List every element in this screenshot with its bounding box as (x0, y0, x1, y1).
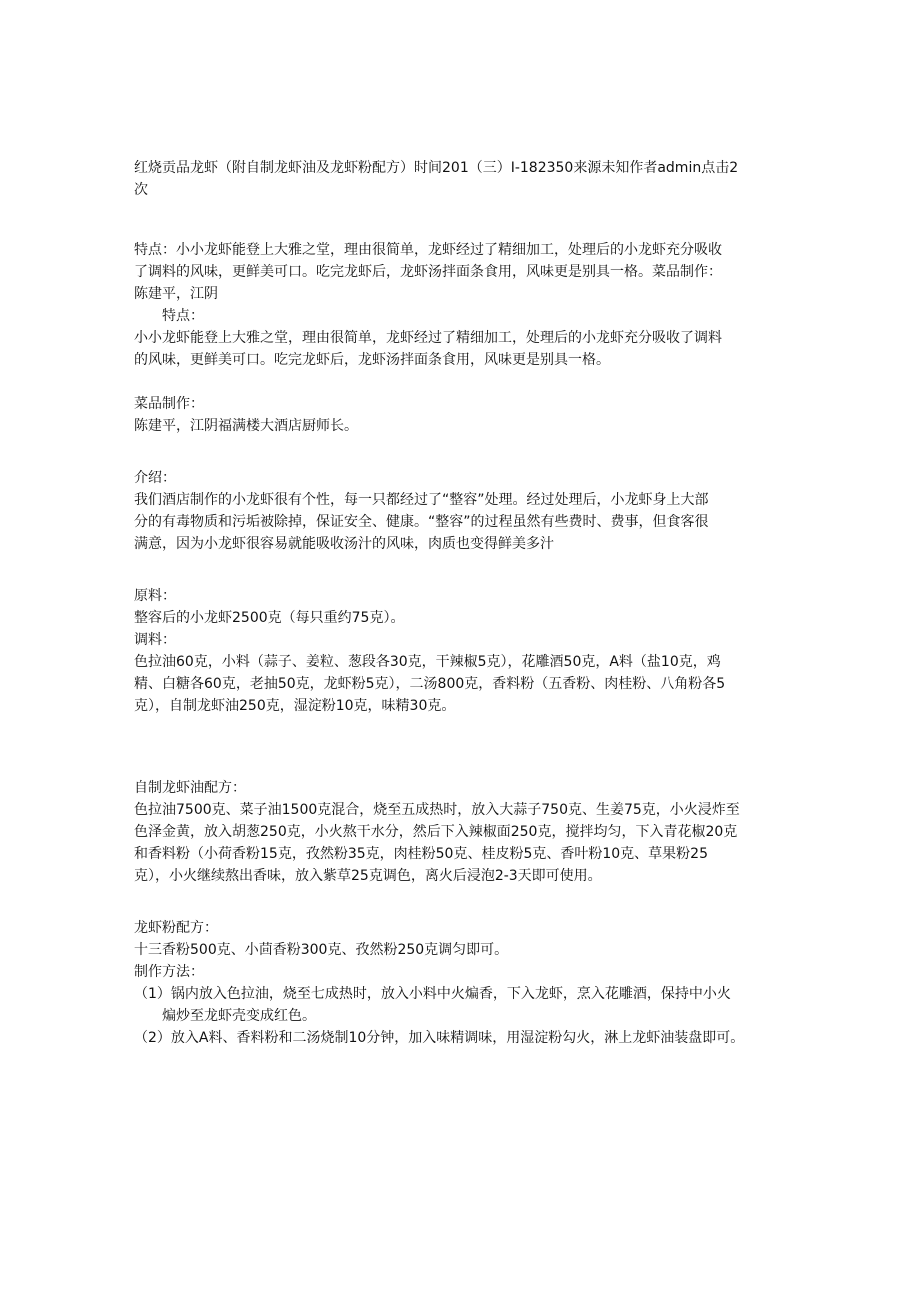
paragraph-line: 色泽金黄，放入胡葱250克，小火熬干水分，然后下入辣椒面250克，搅拌均匀，下入青花椒20克 (134, 824, 738, 840)
paragraph-line: 和香料粉（小荷香粉15克，孜然粉35克，肉桂粉50克、桂皮粉5克、香叶粉10克、草果粉25 (134, 846, 708, 862)
paragraph-line: 了调料的风味，更鲜美可口。吃完龙虾后，龙虾汤拌面条食用，风味更是别具一格。菜品制作： (134, 264, 722, 280)
paragraph-line: 克），小火继续熬出香味，放入紫草25克调色，离火后浸泡2-3天即可使用。 (134, 868, 602, 884)
title-line: 次 (134, 182, 148, 198)
features-heading: 特点： (162, 308, 204, 324)
paragraph-line: 克），自制龙虾油250克，湿淀粉10克，味精30克。 (134, 698, 456, 714)
paragraph-line: 色拉油7500克、菜子油1500克混合，烧至五成热时，放入大蒜子750克、生姜75克，小火浸炸至 (134, 802, 740, 818)
paragraph-line: 我们酒店制作的小龙虾很有个性，每一只都经过了“整容”处理。经过处理后，小龙虾身上大部 (134, 492, 709, 508)
summary-paragraph (134, 239, 794, 305)
spacer (134, 555, 794, 585)
paragraph-line: 陈建平，江阴福满楼大酒店厨师长。 (134, 418, 358, 434)
powder-recipe-heading: 龙虾粉配方： (134, 920, 218, 936)
seasoning-heading: 调料： (134, 632, 176, 648)
method-step-1-continued: 煸炒至龙虾壳变成红色。 (162, 1008, 316, 1024)
method-heading: 制作方法： (134, 964, 204, 980)
title-line: 红烧贡品龙虾（附自制龙虾油及龙虾粉配方）时间201（三）I-182350来源未知作者admin点击2 (134, 160, 739, 176)
paragraph-line: 特点：小小龙虾能登上大雅之堂，理由很简单，龙虾经过了精细加工，处理后的小龙虾充分吸收 (134, 242, 722, 258)
oil-recipe-heading: 自制龙虾油配方： (134, 780, 246, 796)
document-page (134, 157, 794, 1049)
paragraph-line: 精、白糖各60克，老抽50克，龙虾粉5克），二汤800克，香料粉（五香粉、肉桂粉、八角粉各5 (134, 676, 726, 692)
powder-recipe-section (134, 917, 794, 961)
spacer (134, 437, 794, 467)
chef-heading: 菜品制作： (134, 396, 204, 412)
spacer (134, 371, 794, 393)
intro-heading: 介绍： (134, 470, 176, 486)
paragraph-line: 陈建平，江阴 (134, 286, 218, 302)
paragraph-line: 十三香粉500克、小茴香粉300克、孜然粉250克调匀即可。 (134, 942, 509, 958)
ingredients-heading: 原料： (134, 588, 176, 604)
features-section (134, 305, 794, 371)
paragraph-line: 整容后的小龙虾2500克（每只重约75克）。 (134, 610, 405, 626)
paragraph-line: 的风味，更鲜美可口。吃完龙虾后，龙虾汤拌面条食用，风味更是别具一格。 (134, 352, 610, 368)
method-section (134, 961, 794, 1049)
spacer (134, 887, 794, 917)
paragraph-line: 满意，因为小龙虾很容易就能吸收汤汁的风味，肉质也变得鲜美多汁 (134, 536, 554, 552)
paragraph-line: 分的有毒物质和污垢被除掉，保证安全、健康。“整容”的过程虽然有些费时、费事，但食客很 (134, 514, 709, 530)
paragraph-line: 小小龙虾能登上大雅之堂，理由很简单，龙虾经过了精细加工，处理后的小龙虾充分吸收了调料 (134, 330, 722, 346)
oil-recipe-section (134, 777, 794, 887)
intro-section (134, 467, 794, 555)
article-title (134, 157, 794, 201)
chef-section (134, 393, 794, 437)
paragraph-line: 色拉油60克，小料（蒜子、姜粒、葱段各30克，干辣椒5克），花雕酒50克，A料（盐10克，鸡 (134, 654, 721, 670)
ingredients-section (134, 585, 794, 629)
method-step-2: （2）放入A料、香料粉和二汤烧制10分钟，加入味精调味，用湿淀粉勾火，淋上龙虾油装盘即可。 (134, 1030, 745, 1046)
spacer (134, 755, 794, 777)
spacer (134, 717, 794, 755)
spacer (134, 201, 794, 239)
method-step-1: （1）锅内放入色拉油，烧至七成热时，放入小料中火煸香，下入龙虾，烹入花雕酒，保持中小火 (134, 986, 731, 1002)
seasoning-section (134, 629, 794, 717)
